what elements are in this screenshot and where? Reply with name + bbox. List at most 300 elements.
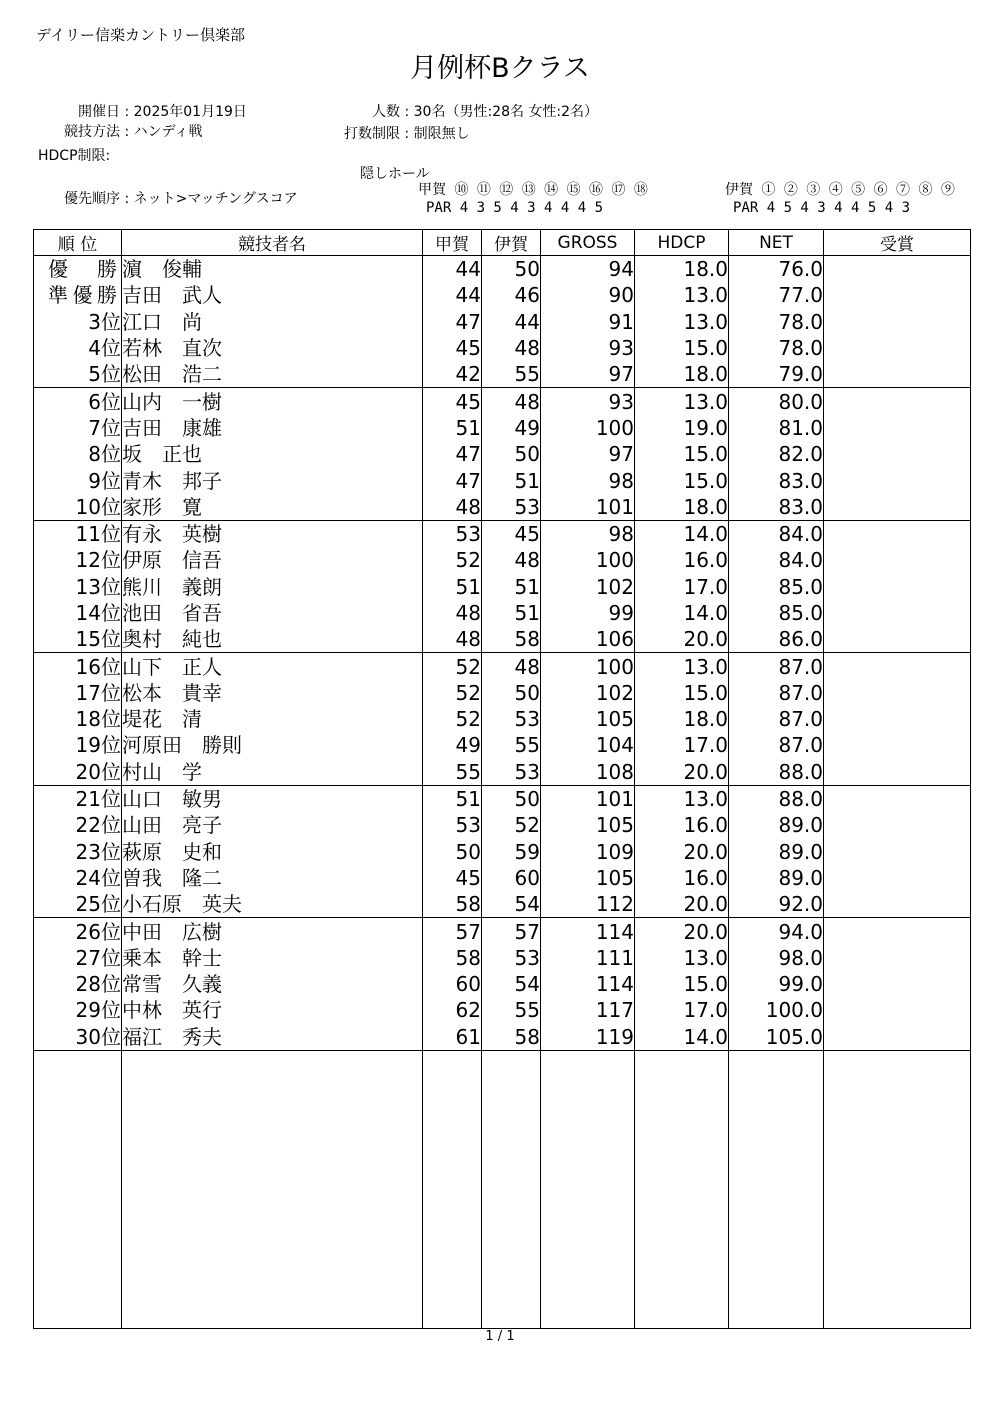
info-method-label: 競技方法 <box>64 124 120 140</box>
net-cell: 82.0 <box>729 441 824 467</box>
rank-cell: 3位 <box>34 309 122 335</box>
out-score-cell: 48 <box>423 626 482 653</box>
table-row <box>34 680 971 706</box>
empty-cell <box>423 1050 482 1328</box>
out-score-cell: 52 <box>423 653 482 680</box>
in-score-cell: 58 <box>482 1024 541 1051</box>
in-score-cell: 60 <box>482 865 541 891</box>
player-name-cell: 福江 秀夫 <box>122 1024 423 1051</box>
award-cell <box>824 839 971 865</box>
table-row <box>34 335 971 361</box>
table-row <box>34 547 971 573</box>
out-score-cell: 42 <box>423 361 482 388</box>
net-cell: 84.0 <box>729 547 824 573</box>
player-name-cell: 山田 亮子 <box>122 812 423 838</box>
out-score-cell: 57 <box>423 918 482 945</box>
in-score-cell: 45 <box>482 520 541 547</box>
player-name-cell: 坂 正也 <box>122 441 423 467</box>
in-score-cell: 44 <box>482 309 541 335</box>
hidden-hole-label: 隠しホール <box>360 166 430 182</box>
award-cell <box>824 680 971 706</box>
net-cell: 85.0 <box>729 574 824 600</box>
gross-cell: 100 <box>541 415 635 441</box>
net-cell: 78.0 <box>729 309 824 335</box>
info-players: 人数 : 30名（男性:28名 女性:2名） <box>320 101 598 121</box>
gross-cell: 97 <box>541 361 635 388</box>
rank-cell: 18位 <box>34 706 122 732</box>
player-name-cell: 奥村 純也 <box>122 626 423 653</box>
gross-cell: 105 <box>541 706 635 732</box>
table-row <box>34 918 971 945</box>
rank-cell: 30位 <box>34 1024 122 1051</box>
net-cell: 80.0 <box>729 388 824 415</box>
hdcp-cell: 13.0 <box>635 309 729 335</box>
out-par-row: PAR 4 3 5 4 3 4 4 4 5 <box>426 200 604 216</box>
out-score-cell: 53 <box>423 520 482 547</box>
award-cell <box>824 547 971 573</box>
info-date: 開催日 : 2025年01月19日 <box>40 101 247 121</box>
gross-cell: 114 <box>541 971 635 997</box>
rank-cell: 4位 <box>34 335 122 361</box>
net-cell: 86.0 <box>729 626 824 653</box>
table-row <box>34 997 971 1023</box>
out-course-name: 甲賀 <box>418 182 446 198</box>
rank-cell: 25位 <box>34 891 122 918</box>
hdcp-cell: 16.0 <box>635 865 729 891</box>
hdcp-cell: 17.0 <box>635 732 729 758</box>
table-row <box>34 945 971 971</box>
table-row <box>34 494 971 521</box>
rank-cell: 7位 <box>34 415 122 441</box>
out-score-cell: 62 <box>423 997 482 1023</box>
in-score-cell: 54 <box>482 971 541 997</box>
award-cell <box>824 600 971 626</box>
out-score-cell: 52 <box>423 547 482 573</box>
hdcp-cell: 13.0 <box>635 388 729 415</box>
net-cell: 84.0 <box>729 520 824 547</box>
out-score-cell: 47 <box>423 309 482 335</box>
gross-cell: 102 <box>541 680 635 706</box>
award-cell <box>824 467 971 493</box>
in-score-cell: 55 <box>482 361 541 388</box>
award-cell <box>824 441 971 467</box>
out-score-cell: 44 <box>423 282 482 308</box>
rank-cell: 13位 <box>34 574 122 600</box>
empty-cell <box>122 1050 423 1328</box>
rank-cell: 10位 <box>34 494 122 521</box>
award-cell <box>824 256 971 283</box>
net-cell: 89.0 <box>729 865 824 891</box>
award-cell <box>824 1024 971 1051</box>
hdcp-cell: 20.0 <box>635 918 729 945</box>
award-cell <box>824 361 971 388</box>
col-in-score: 伊賀 <box>482 230 541 256</box>
gross-cell: 117 <box>541 997 635 1023</box>
hdcp-cell: 19.0 <box>635 415 729 441</box>
gross-cell: 119 <box>541 1024 635 1051</box>
award-cell <box>824 494 971 521</box>
empty-cell <box>824 1050 971 1328</box>
award-cell <box>824 309 971 335</box>
hdcp-cell: 20.0 <box>635 626 729 653</box>
out-score-cell: 49 <box>423 732 482 758</box>
net-cell: 81.0 <box>729 415 824 441</box>
award-cell <box>824 282 971 308</box>
net-cell: 98.0 <box>729 945 824 971</box>
hdcp-cell: 15.0 <box>635 971 729 997</box>
out-score-cell: 52 <box>423 680 482 706</box>
net-cell: 78.0 <box>729 335 824 361</box>
player-name-cell: 吉田 康雄 <box>122 415 423 441</box>
in-score-cell: 51 <box>482 467 541 493</box>
out-score-cell: 52 <box>423 706 482 732</box>
player-name-cell: 伊原 信吾 <box>122 547 423 573</box>
hdcp-cell: 15.0 <box>635 467 729 493</box>
out-score-cell: 51 <box>423 574 482 600</box>
hdcp-cell: 13.0 <box>635 653 729 680</box>
info-priority-value: ネット>マッチングスコア <box>133 191 298 207</box>
rank-cell: 16位 <box>34 653 122 680</box>
gross-cell: 112 <box>541 891 635 918</box>
player-name-cell: 家形 寛 <box>122 494 423 521</box>
player-name-cell: 山下 正人 <box>122 653 423 680</box>
in-score-cell: 54 <box>482 891 541 918</box>
hidden-holes-in <box>725 181 955 217</box>
award-cell <box>824 653 971 680</box>
in-score-cell: 53 <box>482 945 541 971</box>
table-row <box>34 1024 971 1051</box>
in-score-cell: 58 <box>482 626 541 653</box>
gross-cell: 100 <box>541 547 635 573</box>
net-cell: 79.0 <box>729 361 824 388</box>
table-row <box>34 971 971 997</box>
gross-cell: 90 <box>541 282 635 308</box>
col-net: NET <box>729 230 824 256</box>
hdcp-cell: 14.0 <box>635 600 729 626</box>
net-cell: 76.0 <box>729 256 824 283</box>
gross-cell: 93 <box>541 388 635 415</box>
rank-cell: 24位 <box>34 865 122 891</box>
gross-cell: 91 <box>541 309 635 335</box>
table-row <box>34 574 971 600</box>
net-cell: 99.0 <box>729 971 824 997</box>
gross-cell: 94 <box>541 256 635 283</box>
info-players-label: 人数 <box>372 104 400 120</box>
award-cell <box>824 626 971 653</box>
gross-cell: 98 <box>541 467 635 493</box>
hdcp-cell: 13.0 <box>635 282 729 308</box>
gross-cell: 114 <box>541 918 635 945</box>
in-hole-numbers: ① ② ③ ④ ⑤ ⑥ ⑦ ⑧ ⑨ <box>761 182 955 198</box>
award-cell <box>824 918 971 945</box>
info-method-value: ハンディ戦 <box>133 124 203 140</box>
out-score-cell: 61 <box>423 1024 482 1051</box>
col-gross: GROSS <box>541 230 635 256</box>
col-rank: 順 位 <box>34 230 122 256</box>
rank-cell: 14位 <box>34 600 122 626</box>
hdcp-cell: 16.0 <box>635 812 729 838</box>
award-cell <box>824 891 971 918</box>
net-cell: 87.0 <box>729 680 824 706</box>
hdcp-cell: 15.0 <box>635 680 729 706</box>
hdcp-cell: 18.0 <box>635 361 729 388</box>
out-score-cell: 45 <box>423 335 482 361</box>
player-name-cell: 中林 英行 <box>122 997 423 1023</box>
table-row <box>34 785 971 812</box>
in-score-cell: 53 <box>482 759 541 786</box>
in-par-row: PAR 4 5 4 3 4 4 5 4 3 <box>733 200 911 216</box>
table-row <box>34 891 971 918</box>
table-row <box>34 415 971 441</box>
out-score-cell: 48 <box>423 494 482 521</box>
col-player-name: 競技者名 <box>122 230 423 256</box>
club-name: デイリー信楽カントリー倶楽部 <box>36 26 245 44</box>
info-players-value: 30名（男性:28名 女性:2名） <box>413 104 599 120</box>
award-cell <box>824 997 971 1023</box>
rank-cell: 17位 <box>34 680 122 706</box>
table-row <box>34 600 971 626</box>
rank-cell: 5位 <box>34 361 122 388</box>
table-row <box>34 653 971 680</box>
player-name-cell: 常雪 久義 <box>122 971 423 997</box>
out-hole-numbers: ⑩ ⑪ ⑫ ⑬ ⑭ ⑮ ⑯ ⑰ ⑱ <box>454 182 648 198</box>
player-name-cell: 萩原 史和 <box>122 839 423 865</box>
in-score-cell: 48 <box>482 547 541 573</box>
out-score-cell: 47 <box>423 467 482 493</box>
hdcp-cell: 14.0 <box>635 520 729 547</box>
in-course-name: 伊賀 <box>725 182 753 198</box>
in-score-cell: 50 <box>482 256 541 283</box>
table-row <box>34 361 971 388</box>
rank-cell: 19位 <box>34 732 122 758</box>
in-score-cell: 51 <box>482 574 541 600</box>
gross-cell: 101 <box>541 785 635 812</box>
gross-cell: 93 <box>541 335 635 361</box>
table-row <box>34 441 971 467</box>
in-score-cell: 52 <box>482 812 541 838</box>
rank-cell: 15位 <box>34 626 122 653</box>
hdcp-cell: 20.0 <box>635 839 729 865</box>
gross-cell: 104 <box>541 732 635 758</box>
net-cell: 77.0 <box>729 282 824 308</box>
info-stroke-limit-label: 打数制限 <box>344 126 400 142</box>
table-row <box>34 839 971 865</box>
out-score-cell: 47 <box>423 441 482 467</box>
in-score-cell: 50 <box>482 785 541 812</box>
rank-cell: 23位 <box>34 839 122 865</box>
award-cell <box>824 785 971 812</box>
award-cell <box>824 971 971 997</box>
hdcp-cell: 14.0 <box>635 1024 729 1051</box>
player-name-cell: 乗本 幹士 <box>122 945 423 971</box>
award-cell <box>824 388 971 415</box>
in-score-cell: 48 <box>482 653 541 680</box>
table-row <box>34 256 971 283</box>
table-header <box>34 230 971 256</box>
rank-cell: 29位 <box>34 997 122 1023</box>
net-cell: 88.0 <box>729 785 824 812</box>
hdcp-cell: 13.0 <box>635 785 729 812</box>
in-score-cell: 48 <box>482 388 541 415</box>
empty-cell <box>635 1050 729 1328</box>
hdcp-cell: 13.0 <box>635 945 729 971</box>
info-date-label: 開催日 <box>78 104 120 120</box>
gross-cell: 111 <box>541 945 635 971</box>
in-score-cell: 53 <box>482 706 541 732</box>
out-score-cell: 51 <box>423 785 482 812</box>
gross-cell: 102 <box>541 574 635 600</box>
rank-cell: 22位 <box>34 812 122 838</box>
empty-cell <box>34 1050 122 1328</box>
player-name-cell: 松本 貴幸 <box>122 680 423 706</box>
empty-cell <box>729 1050 824 1328</box>
in-score-cell: 55 <box>482 732 541 758</box>
out-score-cell: 58 <box>423 891 482 918</box>
out-score-cell: 48 <box>423 600 482 626</box>
player-name-cell: 堤花 清 <box>122 706 423 732</box>
results-table <box>33 229 971 1329</box>
in-score-cell: 50 <box>482 441 541 467</box>
player-name-cell: 江口 尚 <box>122 309 423 335</box>
info-stroke-limit: 打数制限 : 制限無し <box>320 123 470 143</box>
rank-cell: 11位 <box>34 520 122 547</box>
info-stroke-limit-value: 制限無し <box>413 126 470 142</box>
rank-cell: 6位 <box>34 388 122 415</box>
rank-cell: 準優勝 <box>34 282 122 308</box>
net-cell: 87.0 <box>729 653 824 680</box>
award-cell <box>824 415 971 441</box>
player-name-cell: 松田 浩二 <box>122 361 423 388</box>
hdcp-cell: 18.0 <box>635 494 729 521</box>
gross-cell: 109 <box>541 839 635 865</box>
in-score-cell: 48 <box>482 335 541 361</box>
hdcp-cell: 20.0 <box>635 891 729 918</box>
net-cell: 83.0 <box>729 494 824 521</box>
empty-row <box>34 1050 971 1328</box>
table-row <box>34 309 971 335</box>
page-number: 1 / 1 <box>485 1329 515 1344</box>
gross-cell: 98 <box>541 520 635 547</box>
player-name-cell: 河原田 勝則 <box>122 732 423 758</box>
page-title: 月例杯Bクラス <box>410 53 590 84</box>
hdcp-cell: 17.0 <box>635 997 729 1023</box>
rank-cell: 12位 <box>34 547 122 573</box>
player-name-cell: 中田 広樹 <box>122 918 423 945</box>
info-hdcp-limit-label: HDCP制限: <box>38 148 111 164</box>
hidden-holes-out <box>418 181 648 217</box>
award-cell <box>824 335 971 361</box>
table-row <box>34 282 971 308</box>
player-name-cell: 村山 学 <box>122 759 423 786</box>
award-cell <box>824 520 971 547</box>
net-cell: 88.0 <box>729 759 824 786</box>
rank-cell: 20位 <box>34 759 122 786</box>
rank-cell: 9位 <box>34 467 122 493</box>
player-name-cell: 青木 邦子 <box>122 467 423 493</box>
player-name-cell: 若林 直次 <box>122 335 423 361</box>
net-cell: 89.0 <box>729 839 824 865</box>
player-name-cell: 池田 省吾 <box>122 600 423 626</box>
net-cell: 94.0 <box>729 918 824 945</box>
rank-cell: 28位 <box>34 971 122 997</box>
rank-cell: 27位 <box>34 945 122 971</box>
info-method: 競技方法 : ハンディ戦 <box>40 121 203 141</box>
info-priority-label: 優先順序 <box>64 191 120 207</box>
in-score-cell: 57 <box>482 918 541 945</box>
table-row <box>34 732 971 758</box>
out-score-cell: 55 <box>423 759 482 786</box>
award-cell <box>824 732 971 758</box>
gross-cell: 108 <box>541 759 635 786</box>
out-score-cell: 60 <box>423 971 482 997</box>
net-cell: 92.0 <box>729 891 824 918</box>
player-name-cell: 曽我 隆二 <box>122 865 423 891</box>
rank-cell: 21位 <box>34 785 122 812</box>
table-row <box>34 706 971 732</box>
award-cell <box>824 759 971 786</box>
col-out-score: 甲賀 <box>423 230 482 256</box>
gross-cell: 100 <box>541 653 635 680</box>
award-cell <box>824 865 971 891</box>
gross-cell: 97 <box>541 441 635 467</box>
player-name-cell: 有永 英樹 <box>122 520 423 547</box>
table-row <box>34 865 971 891</box>
out-score-cell: 45 <box>423 865 482 891</box>
table-row <box>34 467 971 493</box>
award-cell <box>824 945 971 971</box>
player-name-cell: 山口 敏男 <box>122 785 423 812</box>
empty-cell <box>482 1050 541 1328</box>
net-cell: 87.0 <box>729 732 824 758</box>
out-score-cell: 50 <box>423 839 482 865</box>
table-row <box>34 626 971 653</box>
award-cell <box>824 574 971 600</box>
hdcp-cell: 15.0 <box>635 441 729 467</box>
in-score-cell: 59 <box>482 839 541 865</box>
net-cell: 100.0 <box>729 997 824 1023</box>
net-cell: 83.0 <box>729 467 824 493</box>
player-name-cell: 吉田 武人 <box>122 282 423 308</box>
out-score-cell: 45 <box>423 388 482 415</box>
gross-cell: 99 <box>541 600 635 626</box>
in-score-cell: 51 <box>482 600 541 626</box>
gross-cell: 105 <box>541 865 635 891</box>
table-row <box>34 520 971 547</box>
hdcp-cell: 15.0 <box>635 335 729 361</box>
info-date-value: 2025年01月19日 <box>133 104 247 120</box>
net-cell: 89.0 <box>729 812 824 838</box>
hdcp-cell: 18.0 <box>635 706 729 732</box>
table-row <box>34 812 971 838</box>
hdcp-cell: 18.0 <box>635 256 729 283</box>
net-cell: 85.0 <box>729 600 824 626</box>
player-name-cell: 小石原 英夫 <box>122 891 423 918</box>
player-name-cell: 山内 一樹 <box>122 388 423 415</box>
hdcp-cell: 16.0 <box>635 547 729 573</box>
empty-cell <box>541 1050 635 1328</box>
in-score-cell: 46 <box>482 282 541 308</box>
gross-cell: 105 <box>541 812 635 838</box>
net-cell: 105.0 <box>729 1024 824 1051</box>
out-score-cell: 58 <box>423 945 482 971</box>
table-row <box>34 759 971 786</box>
player-name-cell: 熊川 義朗 <box>122 574 423 600</box>
in-score-cell: 50 <box>482 680 541 706</box>
out-score-cell: 51 <box>423 415 482 441</box>
rank-cell: 8位 <box>34 441 122 467</box>
in-score-cell: 49 <box>482 415 541 441</box>
in-score-cell: 55 <box>482 997 541 1023</box>
